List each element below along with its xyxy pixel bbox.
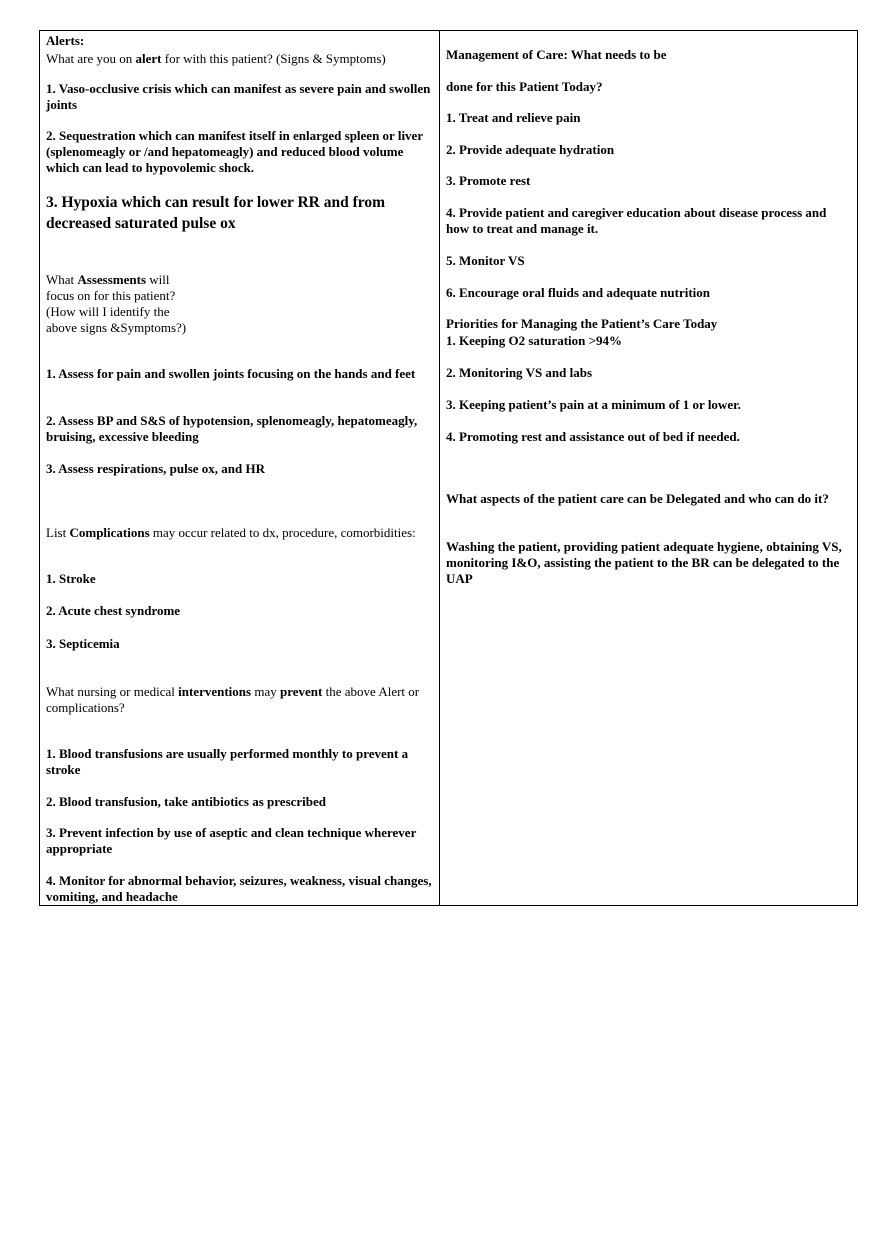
alert-item-1: 1. Vaso-occlusive crisis which can manifest as severe pain and swollen joints bbox=[46, 81, 431, 112]
delegation-question: What aspects of the patient care can be Delegated and who can do it? bbox=[446, 491, 829, 506]
management-heading-line1: Management of Care: What needs to be bbox=[446, 47, 667, 62]
complication-item-3: 3. Septicemia bbox=[46, 636, 120, 651]
alert-item-3: 3. Hypoxia which can result for lower RR and from decreased saturated pulse ox bbox=[46, 194, 385, 232]
intervention-item-4: 4. Monitor for abnormal behavior, seizures, weakness, visual changes, vomiting, and headache bbox=[46, 873, 432, 904]
priority-item-3: 3. Keeping patient’s pain at a minimum of 1 or lower. bbox=[446, 397, 741, 412]
management-item-6: 6. Encourage oral fluids and adequate nutrition bbox=[446, 285, 711, 300]
left-column bbox=[40, 31, 440, 905]
alerts-heading: Alerts: bbox=[46, 33, 85, 48]
management-item-2: 2. Provide adequate hydration bbox=[446, 142, 615, 157]
care-plan-table bbox=[39, 30, 858, 906]
complication-item-1: 1. Stroke bbox=[46, 571, 96, 586]
assessment-item-1: 1. Assess for pain and swollen joints focusing on the hands and feet bbox=[46, 366, 416, 381]
assessments-question: What Assessments will focus on for this patient? (How will I identify the above signs &Symptoms?) bbox=[46, 272, 187, 335]
assessment-item-2: 2. Assess BP and S&S of hypotension, splenomeagly, hepatomeagly, bruising, excessive bleeding bbox=[46, 413, 418, 444]
intervention-item-3: 3. Prevent infection by use of aseptic and clean technique wherever appropriate bbox=[46, 825, 417, 856]
delegation-answer: Washing the patient, providing patient adequate hygiene, obtaining VS, monitoring I&O, assisting the patient to the BR can be delegated to the UAP bbox=[446, 539, 842, 586]
complications-question: List Complications may occur related to dx, procedure, comorbidities: bbox=[46, 525, 416, 540]
alert-item-2: 2. Sequestration which can manifest itself in enlarged spleen or liver (splenomeagly or /and hepatomeagly) and reduced blood volume which can lead to hypovolemic shock. bbox=[46, 128, 423, 175]
management-item-4: 4. Provide patient and caregiver education about disease process and how to treat and manage it. bbox=[446, 205, 827, 236]
assessment-item-3: 3. Assess respirations, pulse ox, and HR bbox=[46, 461, 265, 476]
management-item-3: 3. Promote rest bbox=[446, 173, 531, 188]
management-item-1: 1. Treat and relieve pain bbox=[446, 110, 581, 125]
intervention-item-1: 1. Blood transfusions are usually performed monthly to prevent a stroke bbox=[46, 746, 409, 777]
priorities-heading: Priorities for Managing the Patient’s Care Today bbox=[446, 316, 718, 331]
complication-item-2: 2. Acute chest syndrome bbox=[46, 603, 181, 618]
priority-item-1: 1. Keeping O2 saturation >94% bbox=[446, 333, 623, 348]
management-item-5: 5. Monitor VS bbox=[446, 253, 525, 268]
intervention-item-2: 2. Blood transfusion, take antibiotics as prescribed bbox=[46, 794, 327, 809]
priority-item-4: 4. Promoting rest and assistance out of bed if needed. bbox=[446, 429, 740, 444]
right-column bbox=[440, 31, 857, 905]
management-heading-line2: done for this Patient Today? bbox=[446, 79, 603, 94]
alerts-question: What are you on alert for with this patient? (Signs & Symptoms) bbox=[46, 51, 386, 66]
interventions-question: What nursing or medical interventions may prevent the above Alert or complications? bbox=[46, 684, 420, 715]
priority-item-2: 2. Monitoring VS and labs bbox=[446, 365, 593, 380]
